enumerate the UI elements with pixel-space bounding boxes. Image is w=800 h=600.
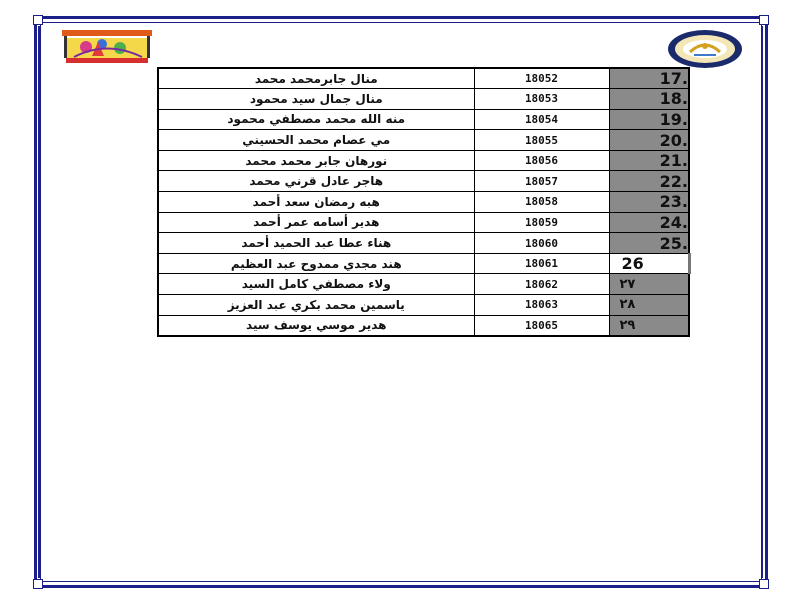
student-code-cell: 18063 [474,295,609,316]
student-code-cell: 18052 [474,68,609,89]
student-code-cell: 18056 [474,150,609,171]
student-name-cell: ولاء مصطفي كامل السيد [158,274,474,295]
student-name-cell: منه الله محمد مصطفي محمود [158,109,474,130]
row-number-cell: 21. [609,150,689,171]
table-row [158,192,689,213]
row-number-cell: 23. [609,192,689,213]
table-row [158,233,689,254]
student-code-cell: 18060 [474,233,609,254]
table-row [158,253,689,274]
row-number-cell: ٢٨ [609,295,689,316]
student-name-cell: ياسمين محمد بكري عبد العزيز [158,295,474,316]
student-code-cell: 18061 [474,253,609,274]
student-name-cell: هناء عطا عبد الحميد أحمد [158,233,474,254]
university-seal-icon [666,28,744,70]
row-number-cell: ٢٩ [609,315,689,336]
table-row [158,315,689,336]
border-corner-tl [33,15,43,25]
table-row [158,150,689,171]
table-row [158,130,689,151]
row-number-cell: 19. [609,109,689,130]
student-name-cell: هدير موسي يوسف سيد [158,315,474,336]
table-row [158,89,689,110]
student-roster-table [157,67,691,337]
student-name-cell: هبه رمضان سعد أحمد [158,192,474,213]
table-row [158,295,689,316]
student-name-cell: مي عصام محمد الحسيني [158,130,474,151]
student-code-cell: 18053 [474,89,609,110]
row-number-cell: 24. [609,212,689,233]
student-code-cell: 18065 [474,315,609,336]
student-code-cell: 18062 [474,274,609,295]
student-name-cell: هند مجدي ممدوح عبد العظيم [158,253,474,274]
faculty-logo-icon [62,30,152,64]
border-corner-br [759,579,769,589]
student-code-cell: 18055 [474,130,609,151]
row-number-cell: 17. [609,68,689,89]
row-number-cell: 20. [609,130,689,151]
row-number-cell: 22. [609,171,689,192]
table-row [158,68,689,89]
student-name-cell: منال جمال سيد محمود [158,89,474,110]
border-corner-tr [759,15,769,25]
student-name-cell: هدير أسامه عمر أحمد [158,212,474,233]
student-name-cell: نورهان جابر محمد محمد [158,150,474,171]
table-row [158,212,689,233]
row-number-cell: 18. [609,89,689,110]
page-border-bar-left [38,26,40,578]
border-corner-bl [33,579,43,589]
row-number-cell: 26 [609,253,689,274]
student-code-cell: 18058 [474,192,609,213]
table-row [158,274,689,295]
student-code-cell: 18059 [474,212,609,233]
student-code-cell: 18054 [474,109,609,130]
table-row [158,109,689,130]
row-number-cell: 25. [609,233,689,254]
student-code-cell: 18057 [474,171,609,192]
row-number-cell: ٢٧ [609,274,689,295]
table-row [158,171,689,192]
page-border-bar-right [761,26,763,578]
student-name-cell: هاجر عادل قرني محمد [158,171,474,192]
student-name-cell: منال جابرمحمد محمد [158,68,474,89]
